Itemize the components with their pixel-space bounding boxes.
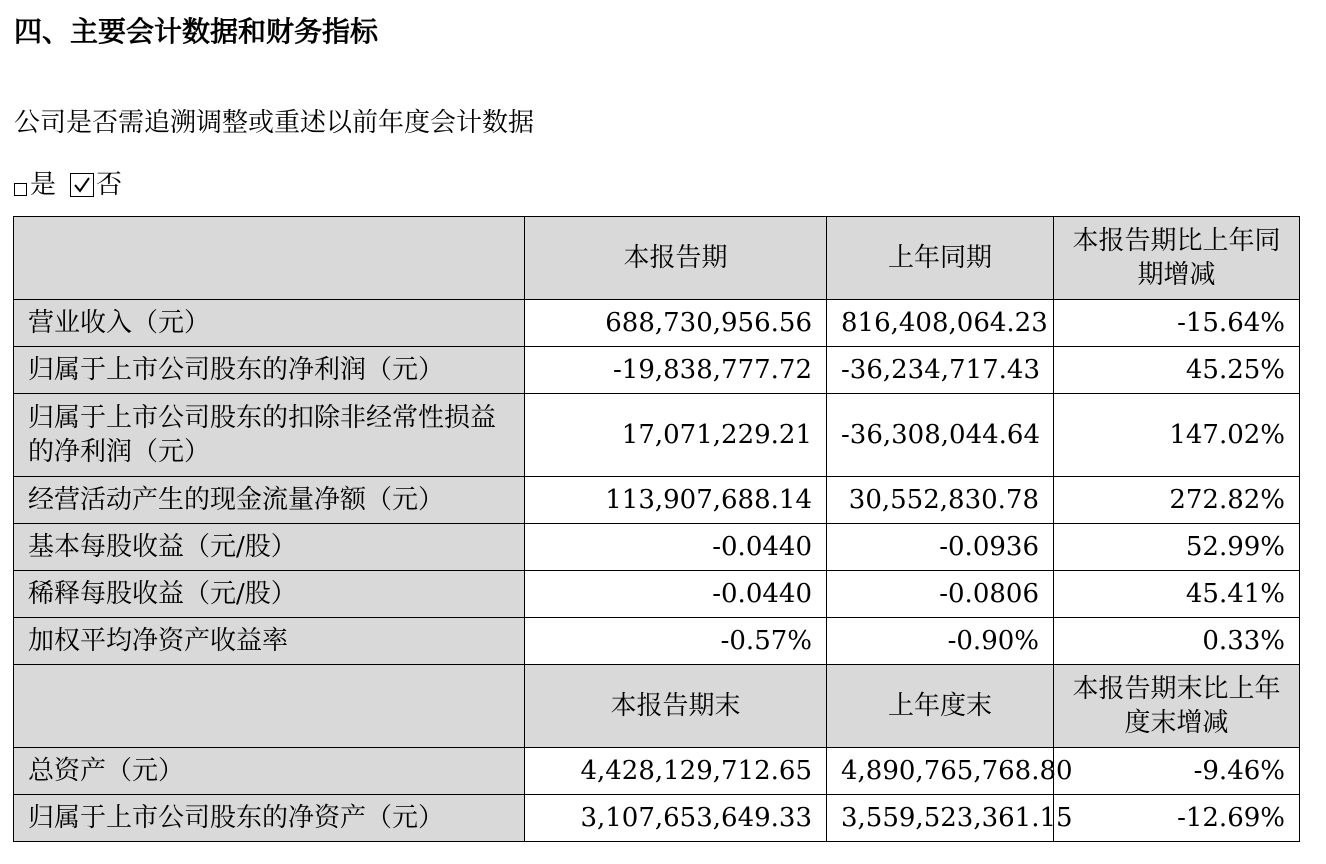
row-current: -0.0440 [525, 524, 827, 571]
row-change: 147.02% [1054, 394, 1300, 477]
row-prior: -0.0936 [827, 524, 1054, 571]
header-period-end-change: 本报告期末比上年度末增减 [1054, 665, 1300, 748]
row-change: 272.82% [1054, 477, 1300, 524]
row-label: 总资产（元） [14, 748, 525, 795]
row-current: -19,838,777.72 [525, 347, 827, 394]
row-current: 3,107,653,649.33 [525, 795, 827, 842]
table-row [14, 795, 1300, 842]
row-current: 688,730,956.56 [525, 300, 827, 347]
row-change: 45.25% [1054, 347, 1300, 394]
table-row [14, 347, 1300, 394]
checkbox-no-checked[interactable] [70, 173, 94, 197]
row-current: 113,907,688.14 [525, 477, 827, 524]
row-label: 经营活动产生的现金流量净额（元） [14, 477, 525, 524]
table-row [14, 394, 1300, 477]
section-heading: 四、主要会计数据和财务指标 [14, 15, 379, 48]
table-row [14, 748, 1300, 795]
row-change: 45.41% [1054, 571, 1300, 618]
row-change: 52.99% [1054, 524, 1300, 571]
row-current: 17,071,229.21 [525, 394, 827, 477]
row-label: 稀释每股收益（元/股） [14, 571, 525, 618]
row-change: 0.33% [1054, 618, 1300, 665]
row-prior: 816,408,064.23 [827, 300, 1054, 347]
table-row [14, 524, 1300, 571]
header-blank [14, 217, 525, 300]
header-current-period: 本报告期 [525, 217, 827, 300]
header-period-change: 本报告期比上年同期增减 [1054, 217, 1300, 300]
table-header-period [14, 217, 1300, 300]
row-prior: -0.90% [827, 618, 1054, 665]
row-prior: -36,234,717.43 [827, 347, 1054, 394]
row-label: 基本每股收益（元/股） [14, 524, 525, 571]
row-label: 归属于上市公司股东的净资产（元） [14, 795, 525, 842]
row-prior: -0.0806 [827, 571, 1054, 618]
row-prior: 4,890,765,768.80 [827, 748, 1054, 795]
row-change: -12.69% [1054, 795, 1300, 842]
row-label: 归属于上市公司股东的净利润（元） [14, 347, 525, 394]
table-row [14, 571, 1300, 618]
row-label: 营业收入（元） [14, 300, 525, 347]
table-row [14, 477, 1300, 524]
table-row [14, 300, 1300, 347]
row-current: -0.57% [525, 618, 827, 665]
row-label: 归属于上市公司股东的扣除非经常性损益的净利润（元） [14, 394, 525, 477]
header-blank [14, 665, 525, 748]
option-yes-label: 是 [30, 170, 57, 200]
row-change: -9.46% [1054, 748, 1300, 795]
header-prior-period: 上年同期 [827, 217, 1054, 300]
option-no-label: 否 [96, 170, 123, 200]
checkbox-yes[interactable] [14, 183, 27, 196]
header-current-period-end: 本报告期末 [525, 665, 827, 748]
row-change: -15.64% [1054, 300, 1300, 347]
checkmark-icon [71, 174, 93, 196]
financial-data-table [13, 216, 1300, 842]
restatement-options [14, 168, 122, 202]
row-prior: 30,552,830.78 [827, 477, 1054, 524]
table-row [14, 618, 1300, 665]
row-current: 4,428,129,712.65 [525, 748, 827, 795]
row-prior: -36,308,044.64 [827, 394, 1054, 477]
row-current: -0.0440 [525, 571, 827, 618]
restatement-question: 公司是否需追溯调整或重述以前年度会计数据 [14, 108, 535, 138]
table-header-period-end [14, 665, 1300, 748]
row-prior: 3,559,523,361.15 [827, 795, 1054, 842]
row-label: 加权平均净资产收益率 [14, 618, 525, 665]
header-prior-year-end: 上年度末 [827, 665, 1054, 748]
